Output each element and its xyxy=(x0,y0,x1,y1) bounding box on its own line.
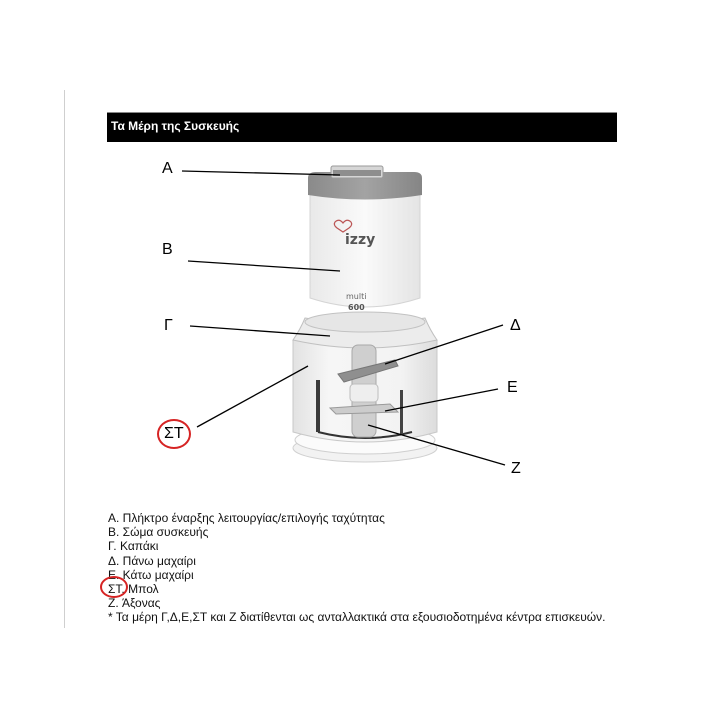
part-item-g: Γ. Καπάκι xyxy=(108,539,159,554)
part-item-z: Z. Άξονας xyxy=(108,596,161,611)
highlight-circle-st-label xyxy=(157,419,191,449)
highlight-circle-st-item xyxy=(100,576,128,598)
label-z: Z xyxy=(511,460,521,477)
footnote: * Τα μέρη Γ,Δ,Ε,ΣΤ και Ζ διατίθενται ως ανταλλακτικά στα εξουσιοδοτημένα κέντρα επισκευών. xyxy=(108,610,606,625)
part-item-b: B. Σώμα συσκευής xyxy=(108,525,209,540)
parts-list xyxy=(108,511,606,625)
label-e: E xyxy=(507,379,518,396)
model-number: 600 xyxy=(348,303,365,312)
label-d: Δ xyxy=(510,317,521,334)
label-a: A xyxy=(162,160,173,177)
part-item-st: ΣΤ. Μπολ xyxy=(108,582,159,597)
brand-logo: izzy xyxy=(345,232,376,248)
label-b: B xyxy=(162,241,173,258)
part-item-e: E. Κάτω μαχαίρι xyxy=(108,567,194,582)
label-g: Γ xyxy=(164,317,173,334)
part-item-a: A. Πλήκτρο έναρξης λειτουργίας/επιλογής ταχύτητας xyxy=(108,511,385,525)
section-title: Τα Μέρη της Συσκευής xyxy=(111,119,240,133)
label-st: ΣΤ xyxy=(164,425,184,442)
model-text: multi xyxy=(346,292,367,301)
part-item-d: Δ. Πάνω μαχαίρι xyxy=(108,553,196,568)
